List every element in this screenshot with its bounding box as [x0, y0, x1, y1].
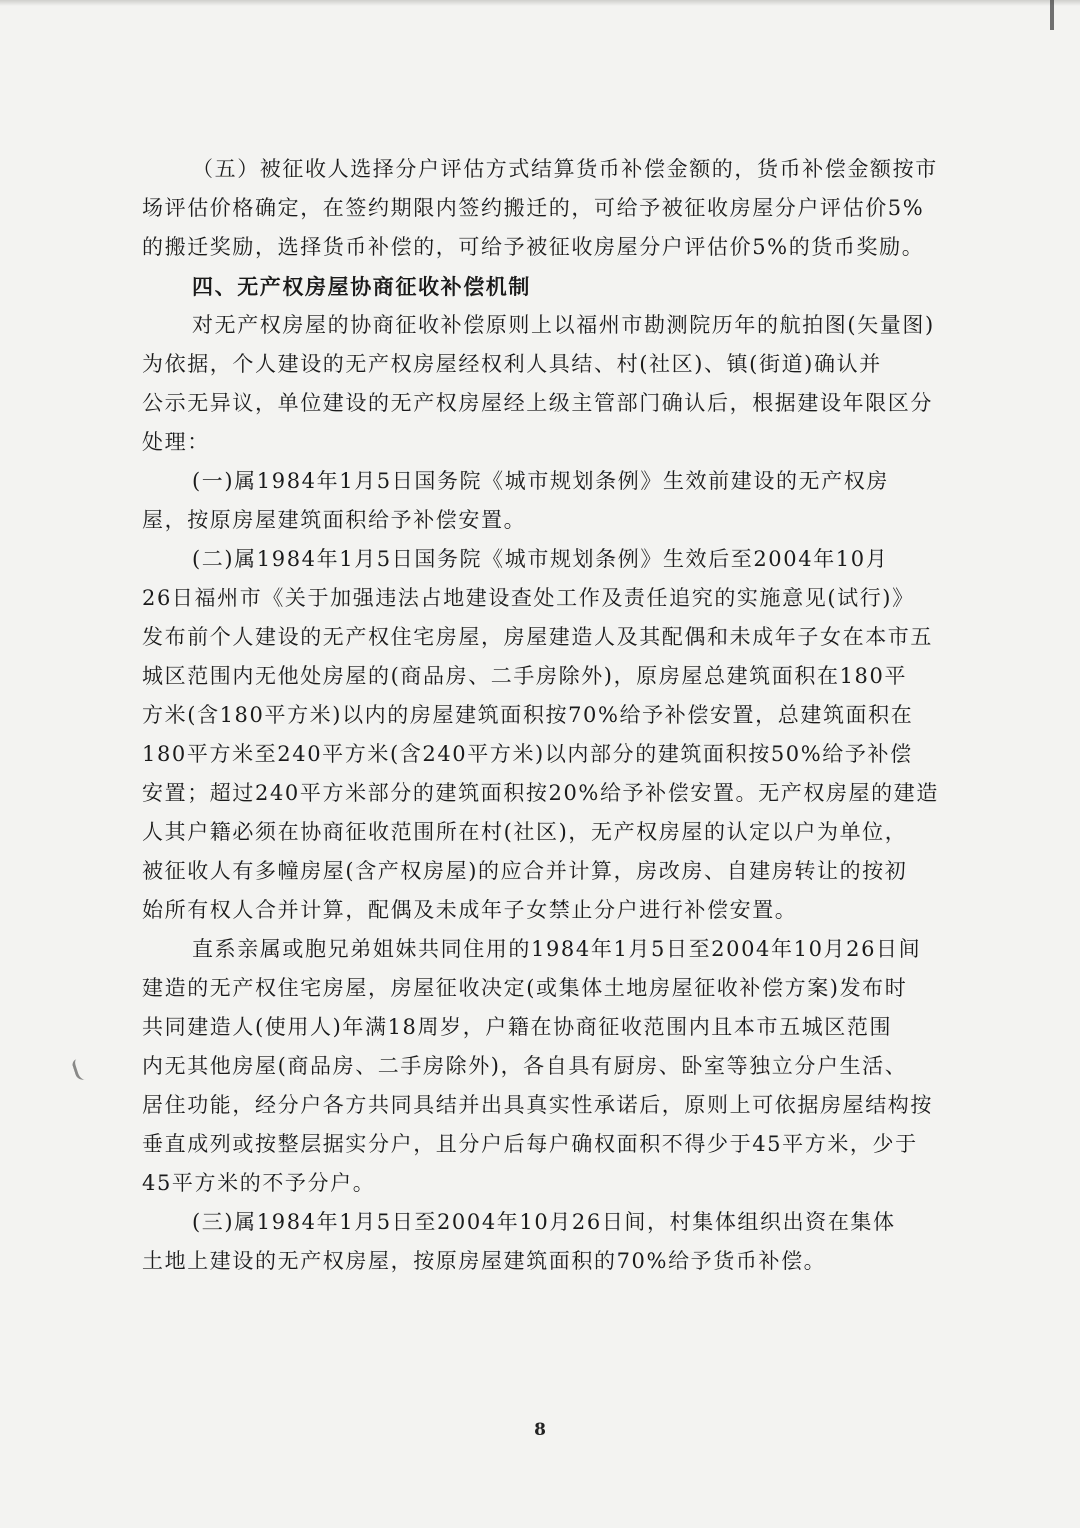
text-line: 共同建造人(使用人)年满18周岁，户籍在协商征收范围内且本市五城区范围 [142, 1015, 893, 1039]
text-line: 建造的无产权住宅房屋，房屋征收决定(或集体土地房屋征收补偿方案)发布时 [142, 976, 908, 1000]
pen-mark [71, 1056, 92, 1082]
text-line: （五）被征收人选择分户评估方式结算货币补偿金额的，货币补偿金额按市 [192, 157, 938, 181]
text-line: 为依据，个人建设的无产权房屋经权利人具结、村(社区)、镇(街道)确认并 [142, 352, 882, 376]
text-line: 屋，按原房屋建筑面积给予补偿安置。 [142, 508, 527, 532]
text-line: 垂直成列或按整层据实分户，且分户后每户确权面积不得少于45平方米，少于 [142, 1132, 918, 1156]
text-line: 被征收人有多幢房屋(含产权房屋)的应合并计算，房改房、自建房转让的按初 [142, 859, 908, 883]
text-line: 26日福州市《关于加强违法占地建设查处工作及责任追究的实施意见(试行)》 [142, 586, 915, 610]
text-line: 的搬迁奖励，选择货币补偿的，可给予被征收房屋分户评估价5%的货币奖励。 [142, 235, 925, 259]
text-line: 安置；超过240平方米部分的建筑面积按20%给予补偿安置。无产权房屋的建造 [142, 781, 939, 805]
text-line: 场评估价格确定，在签约期限内签约搬迁的，可给予被征收房屋分户评估价5% [142, 196, 925, 220]
text-line: 公示无异议，单位建设的无产权房屋经上级主管部门确认后，根据建设年限区分 [142, 391, 933, 415]
text-line: 始所有权人合并计算，配偶及未成年子女禁止分户进行补偿安置。 [142, 898, 798, 922]
text-line: 城区范围内无他处房屋的(商品房、二手房除外)，原房屋总建筑面积在180平 [142, 664, 908, 688]
text-line: 直系亲属或胞兄弟姐妹共同住用的1984年1月5日至2004年10月26日间 [192, 937, 922, 961]
text-line: 方米(含180平方米)以内的房屋建筑面积按70%给予补偿安置，总建筑面积在 [142, 703, 914, 727]
text-line: 45平方米的不予分户。 [142, 1171, 376, 1195]
text-line: 内无其他房屋(商品房、二手房除外)，各自具有厨房、卧室等独立分户生活、 [142, 1054, 908, 1078]
text-line: 对无产权房屋的协商征收补偿原则上以福州市勘测院历年的航拍图(矢量图) [192, 313, 935, 337]
text-line: 180平方米至240平方米(含240平方米)以内部分的建筑面积按50%给予补偿 [142, 742, 913, 766]
text-line: 处理： [142, 430, 210, 454]
text-line: 土地上建设的无产权房屋，按原房屋建筑面积的70%给予货币补偿。 [142, 1249, 827, 1273]
document-body [142, 150, 967, 1281]
scan-edge-mark [1050, 0, 1054, 30]
text-line: (三)属1984年1月5日至2004年10月26日间，村集体组织出资在集体 [192, 1210, 896, 1234]
text-line: 人其户籍必须在协商征收范围所在村(社区)，无产权房屋的认定以户为单位， [142, 820, 908, 844]
text-line: 居住功能，经分户各方共同具结并出具真实性承诺后，原则上可依据房屋结构按 [142, 1093, 933, 1117]
section-heading: 四、无产权房屋协商征收补偿机制 [192, 274, 531, 299]
scan-top-edge [0, 0, 1080, 6]
text-line: (二)属1984年1月5日国务院《城市规划条例》生效后至2004年10月 [192, 547, 889, 571]
page-number: 8 [534, 1420, 546, 1440]
text-line: 发布前个人建设的无产权住宅房屋，房屋建造人及其配偶和未成年子女在本市五 [142, 625, 933, 649]
text-line: (一)属1984年1月5日国务院《城市规划条例》生效前建设的无产权房 [192, 469, 889, 493]
